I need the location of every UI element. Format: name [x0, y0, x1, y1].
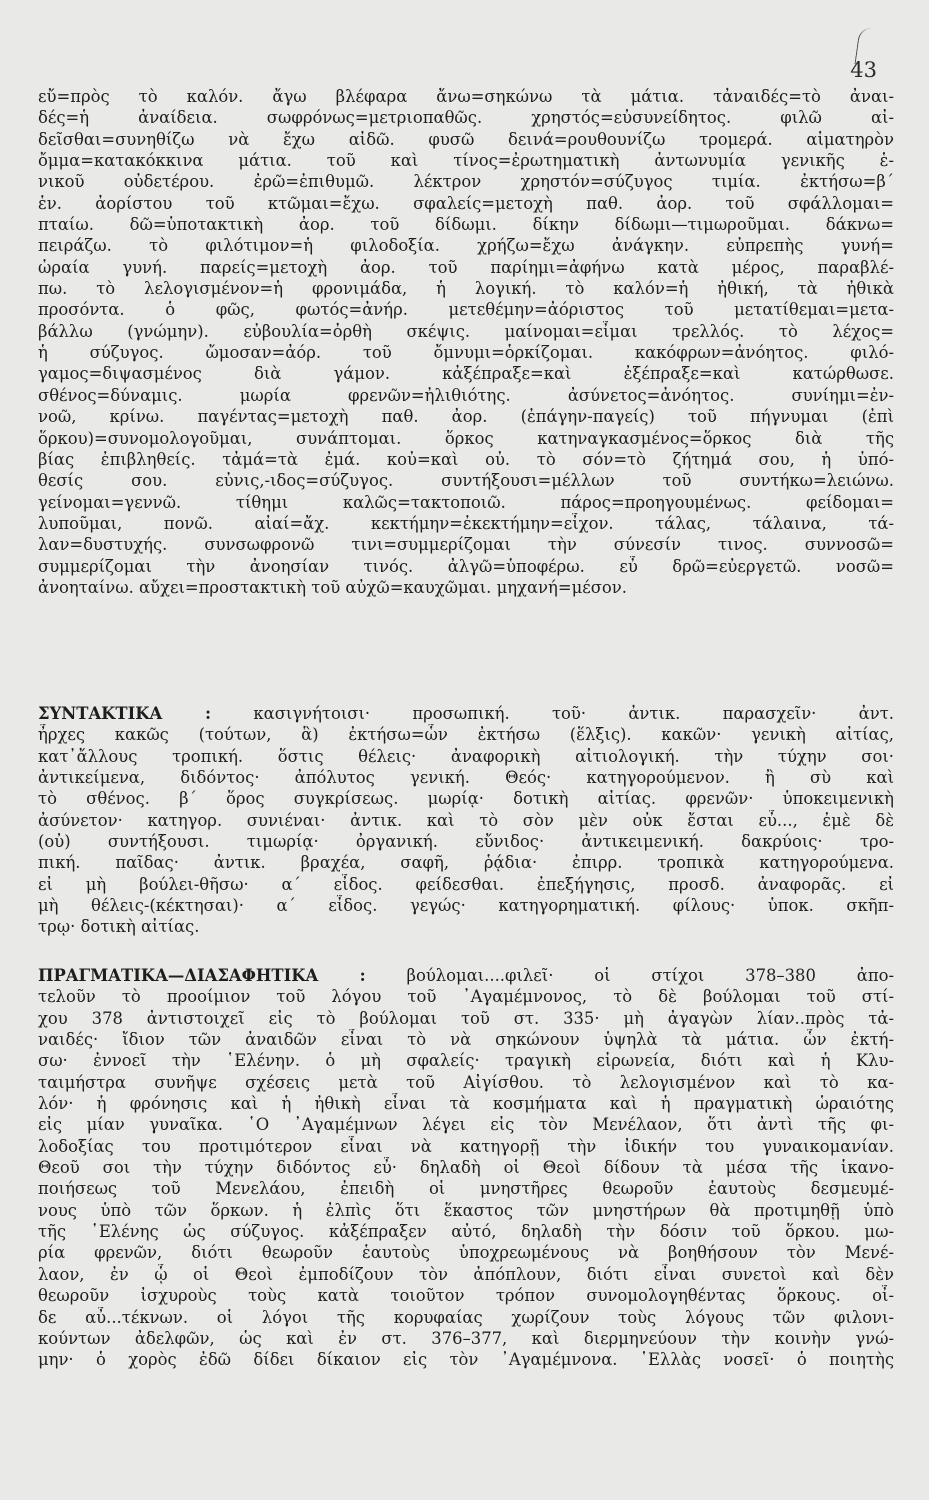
- glossary-block: [38, 86, 894, 598]
- text-line: μὴ θέλεις-(κέκτησαι)· α´ εἶδος. γεγώς· κατηγορηματική. φίλους· ὑποκ. σκῆπ-: [38, 896, 894, 916]
- text-line: ἦρχες κακῶς (τούτων, ἃ) ἐκτήσω=ὧν ἐκτήσω (ἕλξις). κακῶν· γενικὴ αἰτίας,: [38, 725, 894, 745]
- text-line: δές=ἡ ἀναίδεια. σωφρόνως=μετριοπαθῶς. χρηστός=εὐσυνείδητος. φιλῶ αἰ-: [38, 108, 894, 128]
- text-line: εἰς μίαν γυναῖκα. ῾Ο ᾽Αγαμέμνων λέγει εἰς τὸν Μενέλαον, ὅτι ἀντὶ τῆς φι-: [38, 1115, 894, 1135]
- text-line: δε αὖ...τέκνων. οἱ λόγοι τῆς κορυφαίας χωρίζουν τοὺς λόγους τῶν φιλονι-: [38, 1307, 894, 1327]
- text-line: τὸ σθένος. β´ ὅρος συγκρίσεως. μωρίᾳ· δοτικὴ αἰτίας. φρενῶν· ὑποκειμενικὴ: [38, 789, 894, 809]
- text-line: γαμος=διψασμένος διὰ γάμον. κἀξέπραξε=καὶ ἐξέπραξε=καὶ κατώρθωσε.: [38, 364, 894, 384]
- text-line: νοῶ, κρίνω. παγέντας=μετοχὴ παθ. ἀορ. (ἐπάγην-παγείς) τοῦ πήγνυμαι (ἐπὶ: [38, 407, 894, 427]
- text-line: δεῖσθαι=συνηθίζω νὰ ἔχω αἰδῶ. φυσῶ δεινά=ρουθουνίζω τρομερά. αἱματηρὸν: [38, 129, 894, 149]
- text-line: μην· ὁ χορὸς ἐδῶ δίδει δίκαιον εἰς τὸν ᾽Αγαμέμνονα. ῾Ελλὰς νοσεῖ· ὁ ποιητὴς: [38, 1350, 894, 1370]
- text-line: λοδοξίας του προτιμότερον εἶναι νὰ κατηγορῇ τὴν ἰδικήν του γυναικομανίαν.: [38, 1136, 894, 1156]
- syntaktika-section: [38, 703, 894, 938]
- text-line: εὔ=πρὸς τὸ καλόν. ἄγω βλέφαρα ἄνω=σηκώνω τὰ μάτια. τἀναιδές=τὸ ἀναι-: [38, 87, 894, 106]
- text-line: πειράζω. τὸ φιλότιμον=ἡ φιλοδοξία. χρήζω=ἔχω ἀνάγκην. εὐπρεπὴς γυνή=: [38, 236, 894, 256]
- text-line: λαν=δυστυχής. συνσωφρονῶ τινι=συμμερίζομαι τὴν σύνεσίν τινος. συννοσῶ=: [38, 535, 894, 555]
- pragmatika-first-line: [38, 965, 894, 986]
- pragmatika-heading: ΠΡΑΓΜΑΤΙΚΑ—ΔΙΑΣΑΦΗΤΙΚΑ :: [38, 966, 366, 985]
- syntaktika-heading: ΣΥΝΤΑΚΤΙΚΑ :: [38, 704, 212, 723]
- text-line: θεσίς σου. εὐνις,-ιδος=σύζυγος. συντήξουσι=μέλλων τοῦ συντήκω=λειώνω.: [38, 471, 894, 491]
- text-line: κατ᾽ἄλλους τροπική. ὅστις θέλεις· ἀναφορικὴ αἰτιολογική. τὴν τύχην σοι·: [38, 746, 894, 766]
- text-line: ρία φρενῶν, διότι θεωροῦν ἑαυτοὺς ὑποχρεωμένους νὰ βοηθήσουν τὸν Μενέ-: [38, 1243, 894, 1263]
- text-line: προσόντα. ὁ φῶς, φωτός=ἀνήρ. μετεθέμην=ἀόριστος τοῦ μετατίθεμαι=μετα-: [38, 300, 894, 320]
- text-line: ὅρκου)=συνομολογοῦμαι, συνάπτομαι. ὅρκος κατηναγκασμένος=ὅρκος διὰ τῆς: [38, 428, 894, 448]
- text-line: πική. παῖδας· ἀντικ. βραχέα, σαφῆ, ῥᾴδια· ἐπιρρ. τροπικὰ κατηγορούμενα.: [38, 853, 894, 873]
- text-line: τῆς ῾Ελένης ὡς σύζυγος. κἀξέπραξεν αὐτό, δηλαδὴ τὴν δόσιν τοῦ ὅρκου. μω-: [38, 1222, 894, 1242]
- text-line: ἡ σύζυγος. ὤμοσαν=ἀόρ. τοῦ ὄμνυμι=ὁρκίζομαι. κακόφρων=ἀνόητος. φιλό-: [38, 343, 894, 363]
- syntaktika-first-line: [38, 703, 894, 724]
- text-line: γείνομαι=γεννῶ. τίθημι καλῶς=τακτοποιῶ. πάρος=προηγουμένως. φείδομαι=: [38, 492, 894, 512]
- text-line: τρῳ· δοτικὴ αἰτίας.: [38, 917, 200, 937]
- text-line: νικοῦ οὐδετέρου. ἐρῶ=ἐπιθυμῶ. λέκτρον χρηστόν=σύζυγος τιμία. ἐκτήσω=β´: [38, 172, 894, 192]
- text-line: Θεοῦ σοι τὴν τύχην διδόντος εὖ· δηλαδὴ οἱ Θεοὶ δίδουν τὰ μέσα τῆς ἱκανο-: [38, 1158, 894, 1178]
- text-line: πταίω. δῶ=ὑποτακτικὴ ἀορ. τοῦ δίδωμι. δίκην δίδωμι—τιμωροῦμαι. δάκνω=: [38, 215, 894, 235]
- text-line: ταιμήστρα συνῆψε σχέσεις μετὰ τοῦ Αἰγίσθου. τὸ λελογισμένον καὶ τὸ κα-: [38, 1072, 894, 1092]
- text-line: ὡραία γυνή. παρείς=μετοχὴ ἀορ. τοῦ παρίημι=ἀφήνω κατὰ μέρος, παραβλέ-: [38, 257, 894, 277]
- text-line: βάλλω (γνώμην). εὐβουλία=ὀρθὴ σκέψις. μαίνομαι=εἶμαι τρελλός. τὸ λέχος=: [38, 321, 894, 341]
- text-line: κούντων ἀδελφῶν, ὡς καὶ ἐν στ. 376–377, καὶ διερμηνεύουν τὴν κοινὴν γνώ-: [38, 1328, 894, 1348]
- pragmatika-section: [38, 965, 894, 1371]
- text-line: σθένος=δύναμις. μωρία φρενῶν=ἠλιθιότης. ἀσύνετος=ἀνόητος. συνίημι=ἐν-: [38, 385, 894, 405]
- text-line: ἀνοηταίνω. αὔχει=προστακτικὴ τοῦ αὐχῶ=καυχῶμαι. μηχανή=μέσον.: [38, 577, 627, 597]
- text-line: λαον, ἐν ᾧ οἱ Θεοὶ ἐμποδίζουν τὸν ἀπόπλουν, διότι εἶναι συνετοὶ καὶ δὲν: [38, 1264, 894, 1284]
- text-line: χου 378 ἀντιστοιχεῖ εἰς τὸ βούλομαι τοῦ στ. 335· μὴ ἀγαγὼν λίαν..πρὸς τἀ-: [38, 1008, 894, 1028]
- text-line: βίας ἐπιβληθείς. τἀμά=τὰ ἐμά. κοὐ=καὶ οὐ. τὸ σόν=τὸ ζήτημά σου, ἡ ὑπό-: [38, 449, 894, 469]
- text-line: πω. τὸ λελογισμένον=ἡ φρονιμάδα, ἡ λογική. τὸ καλόν=ἡ ἠθική, τὰ ἠθικὰ: [38, 279, 894, 299]
- text-line: ἀντικείμενα, διδόντος· ἀπόλυτος γενική. Θεός· κατηγορούμενον. ἢ σὺ καὶ: [38, 768, 894, 788]
- text-line: θεωροῦν ἰσχυροὺς τοὺς κατὰ τοιοῦτον τρόπον συνομολογηθέντας ὅρκους. οἶ-: [38, 1286, 894, 1306]
- text-line: ἀσύνετον· κατηγορ. συνιέναι· ἀντικ. καὶ τὸ σὸν μὲν οὐκ ἔσται εὖ..., ἐμὲ δὲ: [38, 810, 894, 830]
- text-line: εἰ μὴ βούλει-θῆσω· α´ εἶδος. φείδεσθαι. ἐπεξήγησις, προσδ. ἀναφορᾶς. εἰ: [38, 874, 894, 894]
- text-line: (οὐ) συντήξουσι. τιμωρίᾳ· ὀργανική. εὔνιδος· ἀντικειμενική. δακρύοις· τρο-: [38, 832, 894, 852]
- text-line: σω· ἐννοεῖ τὴν ῾Ελένην. ὁ μὴ σφαλείς· τραγικὴ εἰρωνεία, διότι καὶ ἡ Κλυ-: [38, 1051, 894, 1071]
- text-line: τελοῦν τὸ προοίμιον τοῦ λόγου τοῦ ᾽Αγαμέμνονος, τὸ δὲ βούλομαι τοῦ στί-: [38, 987, 894, 1007]
- text-line: νους ὑπὸ τῶν ὅρκων. ἡ ἐλπὶς ὅτι ἕκαστος τῶν μνηστήρων θὰ προτιμηθῇ ὑπὸ: [38, 1200, 894, 1220]
- text-line: ποιήσεως τοῦ Μενελάου, ἐπειδὴ οἱ μνηστῆρες θεωροῦν ἑαυτοὺς δεσμευμέ-: [38, 1179, 894, 1199]
- text-line: λόν· ἡ φρόνησις καὶ ἡ ἠθικὴ εἶναι τὰ κοσμήματα καὶ ἡ πραγματικὴ ὡραιότης: [38, 1094, 894, 1114]
- text-line: ὄμμα=κατακόκκινα μάτια. τοῦ καὶ τίνος=ἐρωτηματικὴ ἀντωνυμία γενικῆς ἑ-: [38, 151, 894, 171]
- pragmatika-first-line-text: βούλομαι....φιλεῖ· οἱ στίχοι 378–380 ἀπο-: [406, 966, 894, 985]
- text-line: ναιδές· ἴδιον τῶν ἀναιδῶν εἶναι τὸ νὰ σηκώνουν ὑψηλὰ τὰ μάτια. ὧν ἐκτή-: [38, 1030, 894, 1050]
- page-number: 43: [850, 58, 877, 82]
- text-line: συμμερίζομαι τὴν ἀνοησίαν τινός. ἀλγῶ=ὑποφέρω. εὖ δρῶ=εὐεργετῶ. νοσῶ=: [38, 556, 894, 576]
- text-line: λυποῦμαι, πονῶ. αἰαί=ἄχ. κεκτήμην=ἐκεκτήμην=εἶχον. τάλας, τάλαινα, τά-: [38, 513, 894, 533]
- syntaktika-first-line-text: κασιγνήτοισι· προσωπική. τοῦ· ἀντικ. παρασχεῖν· ἀντ.: [253, 704, 894, 723]
- text-line: ἑν. ἀορίστου τοῦ κτῶμαι=ἔχω. σφαλείς=μετοχὴ παθ. ἀορ. τοῦ σφάλλομαι=: [38, 193, 894, 213]
